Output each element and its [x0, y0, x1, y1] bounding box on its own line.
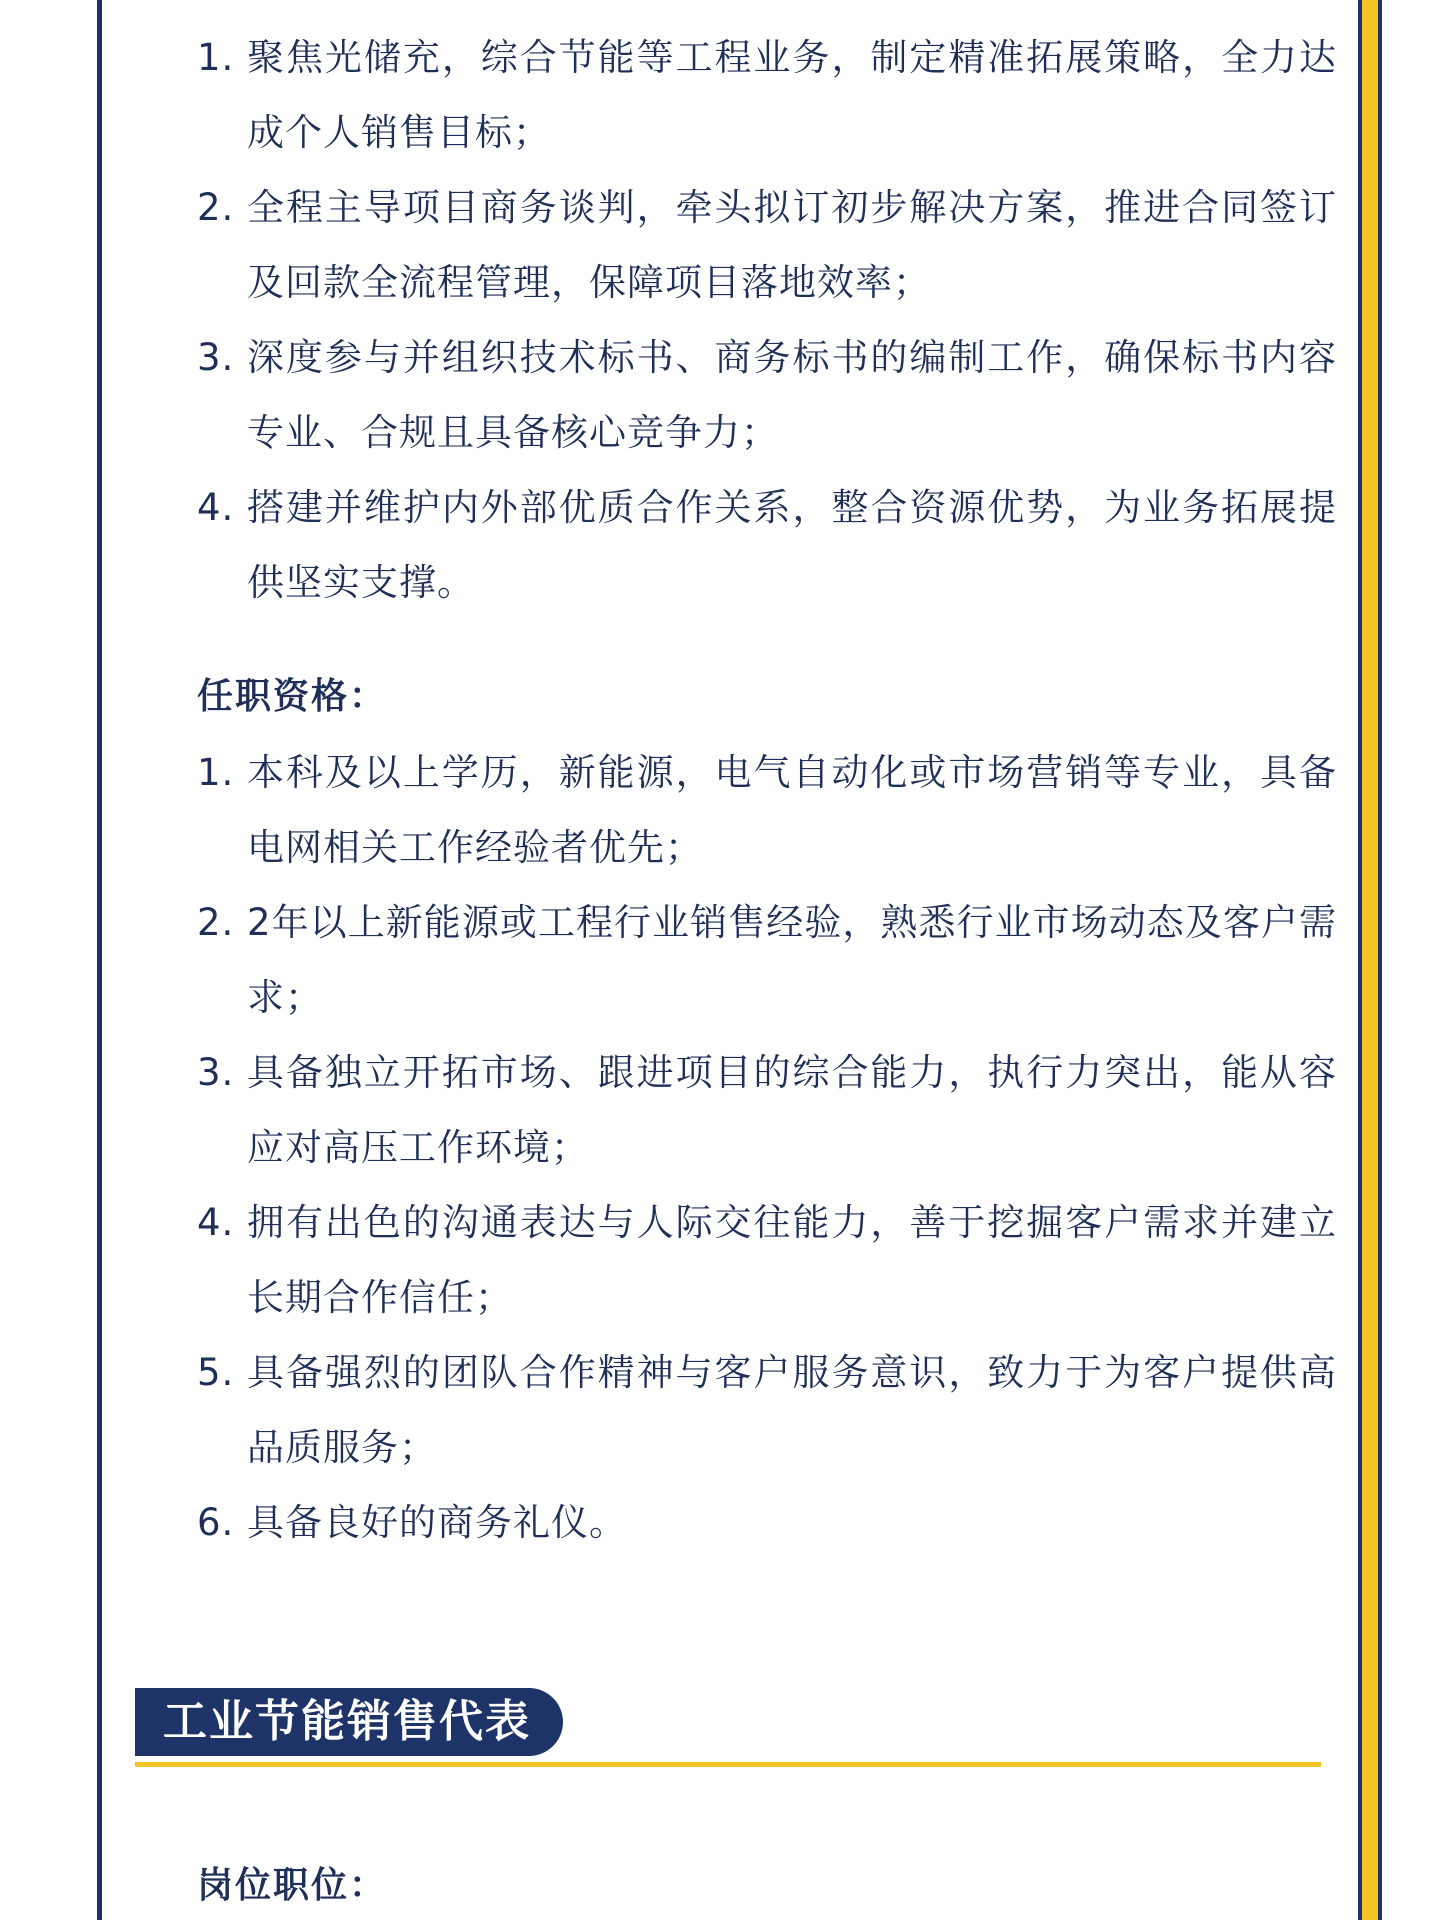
list-item [197, 1335, 1337, 1485]
list-item-number: 1. [197, 751, 235, 794]
list-item [197, 1035, 1337, 1185]
list-item [197, 320, 1337, 470]
list-item-text: 具备良好的商务礼仪。 [247, 1501, 627, 1544]
page-frame-right-border [1358, 0, 1382, 1920]
list-item-number: 1. [197, 36, 235, 79]
list-item-number: 2. [197, 901, 235, 944]
banner-underline [135, 1762, 1321, 1767]
list-item [197, 170, 1337, 320]
list-item [197, 1185, 1337, 1335]
qualifications-list [197, 735, 1337, 1560]
list-item-number: 2. [197, 186, 235, 229]
list-item-text: 搭建并维护内外部优质合作关系，整合资源优势，为业务拓展提供坚实支撑。 [247, 486, 1337, 604]
list-item-text: 具备独立开拓市场、跟进项目的综合能力，执行力突出，能从容应对高压工作环境； [247, 1051, 1337, 1169]
list-item [197, 735, 1337, 885]
position-heading: 岗位职位： [197, 1865, 388, 1906]
list-item-number: 3. [197, 1051, 235, 1094]
duties-list [197, 20, 1337, 620]
list-item-number: 6. [197, 1501, 235, 1544]
list-item [197, 1485, 1337, 1560]
list-item-text: 聚焦光储充，综合节能等工程业务，制定精准拓展策略，全力达成个人销售目标； [247, 36, 1337, 154]
list-item-text: 全程主导项目商务谈判，牵头拟订初步解决方案，推进合同签订及回款全流程管理，保障项目落地效率； [247, 186, 1337, 304]
qualifications-heading: 任职资格： [197, 676, 388, 717]
list-item-text: 2年以上新能源或工程行业销售经验，熟悉行业市场动态及客户需求； [247, 901, 1337, 1019]
list-item [197, 885, 1337, 1035]
page-frame-left-border [97, 0, 102, 1920]
list-item-text: 拥有出色的沟通表达与人际交往能力，善于挖掘客户需求并建立长期合作信任； [247, 1201, 1337, 1319]
list-item [197, 20, 1337, 170]
list-item-number: 5. [197, 1351, 235, 1394]
list-item [197, 470, 1337, 620]
list-item-number: 4. [197, 486, 235, 529]
list-item-number: 4. [197, 1201, 235, 1244]
job-title-banner: 工业节能销售代表 [135, 1688, 563, 1756]
list-item-number: 3. [197, 336, 235, 379]
list-item-text: 本科及以上学历，新能源，电气自动化或市场营销等专业，具备电网相关工作经验者优先； [247, 751, 1337, 869]
list-item-text: 深度参与并组织技术标书、商务标书的编制工作，确保标书内容专业、合规且具备核心竞争力； [247, 336, 1337, 454]
list-item-text: 具备强烈的团队合作精神与客户服务意识，致力于为客户提供高品质服务； [247, 1351, 1337, 1469]
